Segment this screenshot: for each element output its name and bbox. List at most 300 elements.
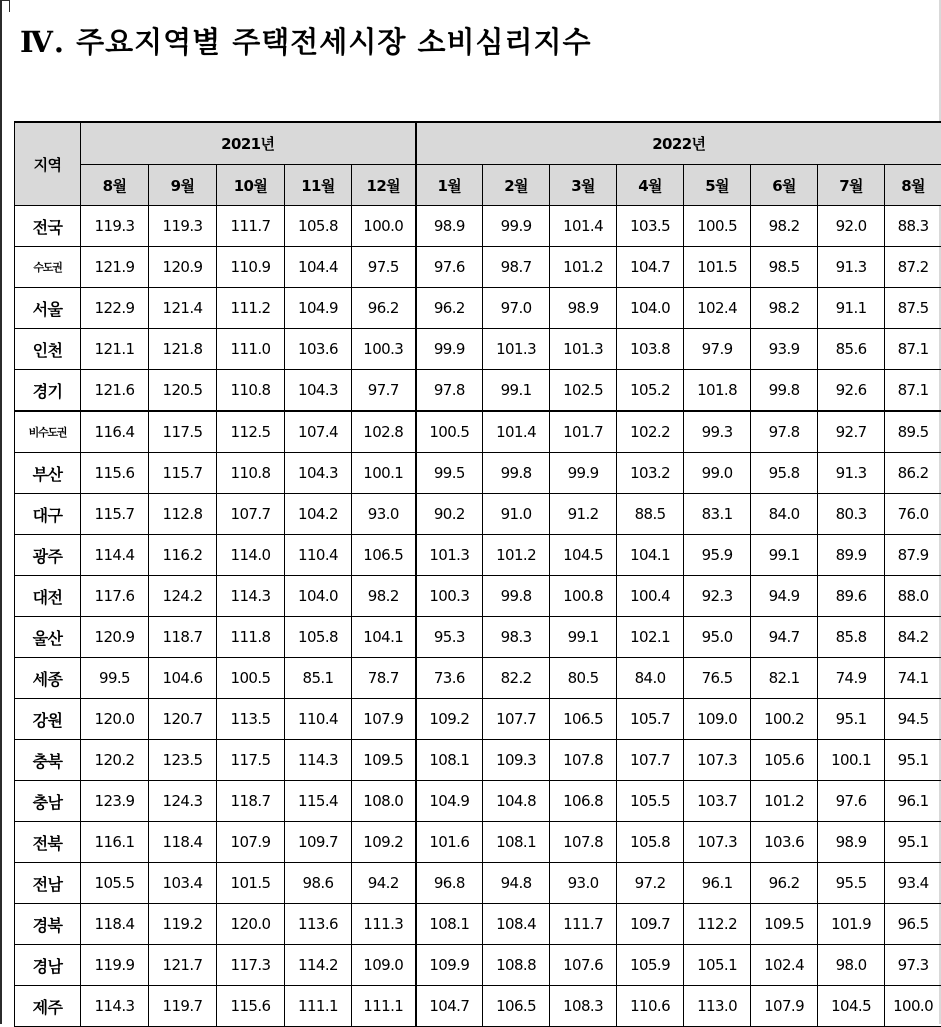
index-value-cell: 97.2	[617, 863, 684, 904]
region-label: 수도권	[15, 247, 81, 288]
index-value-cell: 111.7	[217, 206, 285, 247]
index-value-cell: 107.8	[550, 740, 617, 781]
year-header-row	[15, 122, 941, 165]
index-value-cell: 97.0	[483, 288, 550, 329]
month-header: 4월	[617, 165, 684, 206]
index-value-cell: 97.5	[352, 247, 416, 288]
region-label: 대전	[15, 576, 81, 617]
month-header: 6월	[751, 165, 818, 206]
index-value-cell: 98.9	[818, 822, 885, 863]
index-value-cell: 101.8	[684, 370, 751, 412]
index-value-cell: 100.1	[818, 740, 885, 781]
table-row	[15, 576, 941, 617]
index-value-cell: 114.3	[81, 986, 149, 1027]
index-value-cell: 105.5	[81, 863, 149, 904]
index-value-cell: 95.9	[684, 535, 751, 576]
index-value-cell: 98.5	[751, 247, 818, 288]
index-value-cell: 120.7	[149, 699, 217, 740]
index-value-cell: 94.9	[751, 576, 818, 617]
index-value-cell: 109.3	[483, 740, 550, 781]
index-value-cell: 121.4	[149, 288, 217, 329]
index-value-cell: 107.6	[550, 945, 617, 986]
index-value-cell: 99.5	[81, 658, 149, 699]
index-value-cell: 108.4	[483, 904, 550, 945]
index-value-cell: 83.1	[684, 494, 751, 535]
index-value-cell: 101.6	[416, 822, 483, 863]
index-value-cell: 97.8	[751, 411, 818, 453]
index-value-cell: 82.1	[751, 658, 818, 699]
index-value-cell: 97.6	[818, 781, 885, 822]
index-value-cell: 99.8	[483, 576, 550, 617]
index-value-cell: 99.0	[684, 453, 751, 494]
index-value-cell: 106.5	[550, 699, 617, 740]
index-value-cell: 97.7	[352, 370, 416, 412]
index-value-cell: 109.5	[352, 740, 416, 781]
index-value-cell: 121.9	[81, 247, 149, 288]
month-header: 8월	[81, 165, 149, 206]
index-value-cell: 93.0	[550, 863, 617, 904]
page-corner-mark	[9, 0, 10, 12]
index-value-cell: 104.5	[550, 535, 617, 576]
table-row	[15, 740, 941, 781]
region-column-header: 지역	[15, 122, 81, 206]
index-value-cell: 105.7	[617, 699, 684, 740]
index-value-cell: 105.5	[617, 781, 684, 822]
index-value-cell: 98.7	[483, 247, 550, 288]
index-value-cell: 124.2	[149, 576, 217, 617]
index-value-cell: 114.2	[285, 945, 352, 986]
index-value-cell: 111.8	[217, 617, 285, 658]
index-value-cell: 99.9	[483, 206, 550, 247]
index-value-cell: 97.9	[684, 329, 751, 370]
index-value-cell: 93.9	[751, 329, 818, 370]
index-value-cell: 96.5	[885, 904, 941, 945]
index-value-cell: 101.4	[550, 206, 617, 247]
index-value-cell: 104.0	[617, 288, 684, 329]
index-value-cell: 108.1	[416, 904, 483, 945]
region-label: 전북	[15, 822, 81, 863]
index-value-cell: 109.2	[416, 699, 483, 740]
table-row	[15, 535, 941, 576]
index-value-cell: 105.2	[617, 370, 684, 412]
index-value-cell: 118.4	[81, 904, 149, 945]
index-value-cell: 119.9	[81, 945, 149, 986]
index-value-cell: 94.7	[751, 617, 818, 658]
table-row	[15, 904, 941, 945]
index-value-cell: 90.2	[416, 494, 483, 535]
index-value-cell: 119.2	[149, 904, 217, 945]
index-value-cell: 101.3	[483, 329, 550, 370]
index-value-cell: 109.0	[684, 699, 751, 740]
month-header: 5월	[684, 165, 751, 206]
index-value-cell: 108.8	[483, 945, 550, 986]
index-value-cell: 103.8	[617, 329, 684, 370]
index-value-cell: 101.5	[217, 863, 285, 904]
index-value-cell: 116.2	[149, 535, 217, 576]
index-value-cell: 101.4	[483, 411, 550, 453]
table-body	[15, 206, 941, 1027]
index-value-cell: 98.2	[751, 288, 818, 329]
index-value-cell: 104.9	[416, 781, 483, 822]
index-value-cell: 107.8	[550, 822, 617, 863]
index-value-cell: 101.2	[483, 535, 550, 576]
page-title: Ⅳ. 주요지역별 주택전세시장 소비심리지수	[20, 20, 592, 61]
index-value-cell: 102.5	[550, 370, 617, 412]
index-value-cell: 94.5	[885, 699, 941, 740]
index-value-cell: 124.3	[149, 781, 217, 822]
month-header: 9월	[149, 165, 217, 206]
index-value-cell: 111.3	[352, 904, 416, 945]
month-header: 11월	[285, 165, 352, 206]
table-row	[15, 329, 941, 370]
index-value-cell: 118.7	[217, 781, 285, 822]
index-value-cell: 98.2	[751, 206, 818, 247]
table-row	[15, 699, 941, 740]
index-value-cell: 97.3	[885, 945, 941, 986]
index-value-cell: 116.1	[81, 822, 149, 863]
index-value-cell: 95.0	[684, 617, 751, 658]
index-value-cell: 120.9	[81, 617, 149, 658]
index-value-cell: 120.0	[81, 699, 149, 740]
month-header: 2월	[483, 165, 550, 206]
index-value-cell: 121.6	[81, 370, 149, 412]
table-row	[15, 494, 941, 535]
index-value-cell: 95.5	[818, 863, 885, 904]
month-header: 10월	[217, 165, 285, 206]
index-value-cell: 114.3	[217, 576, 285, 617]
index-value-cell: 104.1	[352, 617, 416, 658]
index-value-cell: 115.6	[81, 453, 149, 494]
index-value-cell: 89.5	[885, 411, 941, 453]
index-value-cell: 107.7	[483, 699, 550, 740]
index-value-cell: 74.9	[818, 658, 885, 699]
index-value-cell: 99.1	[550, 617, 617, 658]
index-value-cell: 100.1	[352, 453, 416, 494]
index-value-cell: 95.3	[416, 617, 483, 658]
index-value-cell: 123.9	[81, 781, 149, 822]
index-value-cell: 106.5	[483, 986, 550, 1027]
index-value-cell: 101.7	[550, 411, 617, 453]
index-value-cell: 105.1	[684, 945, 751, 986]
index-value-cell: 114.4	[81, 535, 149, 576]
index-value-cell: 122.9	[81, 288, 149, 329]
index-value-cell: 87.2	[885, 247, 941, 288]
index-value-cell: 105.8	[617, 822, 684, 863]
region-label: 광주	[15, 535, 81, 576]
table-row	[15, 658, 941, 699]
region-label: 울산	[15, 617, 81, 658]
index-value-cell: 101.3	[416, 535, 483, 576]
index-value-cell: 102.1	[617, 617, 684, 658]
index-value-cell: 103.7	[684, 781, 751, 822]
index-value-cell: 76.5	[684, 658, 751, 699]
index-value-cell: 113.0	[684, 986, 751, 1027]
index-value-cell: 88.5	[617, 494, 684, 535]
index-value-cell: 104.1	[617, 535, 684, 576]
month-header: 8월	[885, 165, 941, 206]
index-value-cell: 98.3	[483, 617, 550, 658]
index-value-cell: 102.4	[751, 945, 818, 986]
index-value-cell: 98.2	[352, 576, 416, 617]
index-value-cell: 101.5	[684, 247, 751, 288]
index-value-cell: 115.7	[149, 453, 217, 494]
index-value-cell: 96.1	[684, 863, 751, 904]
index-value-cell: 115.4	[285, 781, 352, 822]
index-value-cell: 100.3	[416, 576, 483, 617]
index-value-cell: 105.9	[617, 945, 684, 986]
month-header: 12월	[352, 165, 416, 206]
index-value-cell: 110.4	[285, 699, 352, 740]
index-value-cell: 107.9	[352, 699, 416, 740]
index-value-cell: 97.6	[416, 247, 483, 288]
index-value-cell: 101.3	[550, 329, 617, 370]
index-value-cell: 91.2	[550, 494, 617, 535]
index-value-cell: 115.6	[217, 986, 285, 1027]
region-label: 강원	[15, 699, 81, 740]
index-value-cell: 95.1	[818, 699, 885, 740]
table-row	[15, 370, 941, 412]
month-header: 7월	[818, 165, 885, 206]
index-value-cell: 120.2	[81, 740, 149, 781]
table-row	[15, 781, 941, 822]
index-value-cell: 78.7	[352, 658, 416, 699]
index-value-cell: 88.3	[885, 206, 941, 247]
region-label: 인천	[15, 329, 81, 370]
table-row	[15, 206, 941, 247]
page-left-border	[0, 0, 2, 1024]
index-value-cell: 117.5	[149, 411, 217, 453]
index-value-cell: 108.1	[483, 822, 550, 863]
index-value-cell: 97.8	[416, 370, 483, 412]
index-value-cell: 107.7	[617, 740, 684, 781]
index-value-cell: 95.1	[885, 740, 941, 781]
index-value-cell: 80.3	[818, 494, 885, 535]
index-value-cell: 87.9	[885, 535, 941, 576]
table-row	[15, 822, 941, 863]
index-value-cell: 117.6	[81, 576, 149, 617]
index-value-cell: 100.2	[751, 699, 818, 740]
index-value-cell: 91.1	[818, 288, 885, 329]
index-value-cell: 100.5	[416, 411, 483, 453]
index-value-cell: 111.7	[550, 904, 617, 945]
index-value-cell: 108.1	[416, 740, 483, 781]
table-row	[15, 411, 941, 453]
index-value-cell: 103.6	[285, 329, 352, 370]
index-value-cell: 104.7	[617, 247, 684, 288]
month-header-row	[15, 165, 941, 206]
index-value-cell: 114.3	[285, 740, 352, 781]
index-value-cell: 94.2	[352, 863, 416, 904]
month-header: 1월	[416, 165, 483, 206]
index-value-cell: 102.8	[352, 411, 416, 453]
region-label: 전남	[15, 863, 81, 904]
index-value-cell: 98.9	[416, 206, 483, 247]
index-value-cell: 100.8	[550, 576, 617, 617]
index-value-cell: 116.4	[81, 411, 149, 453]
index-value-cell: 105.8	[285, 617, 352, 658]
index-value-cell: 107.4	[285, 411, 352, 453]
index-value-cell: 120.5	[149, 370, 217, 412]
index-value-cell: 104.6	[149, 658, 217, 699]
index-value-cell: 96.2	[416, 288, 483, 329]
index-value-cell: 105.8	[285, 206, 352, 247]
index-value-cell: 111.0	[217, 329, 285, 370]
index-value-cell: 110.6	[617, 986, 684, 1027]
index-value-cell: 95.1	[885, 822, 941, 863]
index-value-cell: 102.4	[684, 288, 751, 329]
index-value-cell: 92.6	[818, 370, 885, 412]
index-value-cell: 107.3	[684, 822, 751, 863]
index-value-cell: 87.5	[885, 288, 941, 329]
index-value-cell: 110.4	[285, 535, 352, 576]
index-value-cell: 121.7	[149, 945, 217, 986]
index-value-cell: 92.7	[818, 411, 885, 453]
index-value-cell: 104.4	[285, 247, 352, 288]
region-label: 충남	[15, 781, 81, 822]
region-label: 전국	[15, 206, 81, 247]
index-value-cell: 96.2	[352, 288, 416, 329]
index-value-cell: 111.2	[217, 288, 285, 329]
index-value-cell: 103.5	[617, 206, 684, 247]
table-row	[15, 863, 941, 904]
index-value-cell: 110.8	[217, 453, 285, 494]
index-value-cell: 119.3	[149, 206, 217, 247]
index-value-cell: 113.5	[217, 699, 285, 740]
index-value-cell: 88.0	[885, 576, 941, 617]
table-row	[15, 617, 941, 658]
index-value-cell: 112.2	[684, 904, 751, 945]
index-value-cell: 112.8	[149, 494, 217, 535]
index-value-cell: 80.5	[550, 658, 617, 699]
region-label: 제주	[15, 986, 81, 1027]
index-value-cell: 100.0	[885, 986, 941, 1027]
index-value-cell: 76.0	[885, 494, 941, 535]
index-value-cell: 107.9	[751, 986, 818, 1027]
index-value-cell: 109.2	[352, 822, 416, 863]
table-row	[15, 288, 941, 329]
index-value-cell: 104.2	[285, 494, 352, 535]
region-label: 경남	[15, 945, 81, 986]
index-value-cell: 104.9	[285, 288, 352, 329]
index-value-cell: 96.8	[416, 863, 483, 904]
region-label: 경기	[15, 370, 81, 412]
index-value-cell: 109.7	[617, 904, 684, 945]
index-value-cell: 102.2	[617, 411, 684, 453]
index-value-cell: 89.6	[818, 576, 885, 617]
index-value-cell: 111.1	[352, 986, 416, 1027]
index-value-cell: 99.1	[751, 535, 818, 576]
index-value-cell: 93.4	[885, 863, 941, 904]
table-row	[15, 453, 941, 494]
table-row	[15, 945, 941, 986]
index-value-cell: 100.0	[352, 206, 416, 247]
index-value-cell: 105.6	[751, 740, 818, 781]
index-value-cell: 89.9	[818, 535, 885, 576]
index-value-cell: 85.8	[818, 617, 885, 658]
index-value-cell: 108.3	[550, 986, 617, 1027]
index-value-cell: 108.0	[352, 781, 416, 822]
index-value-cell: 104.3	[285, 370, 352, 412]
region-label: 비수도권	[15, 411, 81, 453]
index-value-cell: 99.8	[751, 370, 818, 412]
index-value-cell: 99.1	[483, 370, 550, 412]
index-value-cell: 104.3	[285, 453, 352, 494]
index-value-cell: 119.7	[149, 986, 217, 1027]
index-value-cell: 123.5	[149, 740, 217, 781]
region-label: 부산	[15, 453, 81, 494]
index-value-cell: 118.4	[149, 822, 217, 863]
index-value-cell: 96.1	[885, 781, 941, 822]
region-label: 충북	[15, 740, 81, 781]
index-value-cell: 100.4	[617, 576, 684, 617]
index-value-cell: 112.5	[217, 411, 285, 453]
index-value-cell: 93.0	[352, 494, 416, 535]
index-value-cell: 115.7	[81, 494, 149, 535]
index-value-cell: 103.4	[149, 863, 217, 904]
index-value-cell: 106.8	[550, 781, 617, 822]
index-value-cell: 100.5	[217, 658, 285, 699]
index-value-cell: 104.5	[818, 986, 885, 1027]
index-value-cell: 87.1	[885, 329, 941, 370]
year-header-2022: 2022년	[416, 122, 941, 165]
region-label: 대구	[15, 494, 81, 535]
index-value-cell: 121.8	[149, 329, 217, 370]
index-value-cell: 109.0	[352, 945, 416, 986]
index-value-cell: 92.0	[818, 206, 885, 247]
index-value-cell: 117.5	[217, 740, 285, 781]
index-value-cell: 114.0	[217, 535, 285, 576]
index-value-cell: 121.1	[81, 329, 149, 370]
index-value-cell: 98.0	[818, 945, 885, 986]
index-value-cell: 119.3	[81, 206, 149, 247]
index-value-cell: 98.6	[285, 863, 352, 904]
index-value-cell: 100.5	[684, 206, 751, 247]
index-value-cell: 84.0	[617, 658, 684, 699]
index-value-cell: 94.8	[483, 863, 550, 904]
index-value-cell: 117.3	[217, 945, 285, 986]
index-value-cell: 84.0	[751, 494, 818, 535]
index-value-cell: 120.9	[149, 247, 217, 288]
index-value-cell: 104.0	[285, 576, 352, 617]
index-value-cell: 109.7	[285, 822, 352, 863]
index-value-cell: 85.6	[818, 329, 885, 370]
index-value-cell: 104.8	[483, 781, 550, 822]
index-value-cell: 87.1	[885, 370, 941, 412]
index-value-cell: 107.7	[217, 494, 285, 535]
index-value-cell: 82.2	[483, 658, 550, 699]
index-value-cell: 111.1	[285, 986, 352, 1027]
index-value-cell: 107.3	[684, 740, 751, 781]
index-value-cell: 103.6	[751, 822, 818, 863]
index-value-cell: 104.7	[416, 986, 483, 1027]
year-header-2021: 2021년	[81, 122, 416, 165]
index-value-cell: 85.1	[285, 658, 352, 699]
index-value-cell: 101.2	[751, 781, 818, 822]
index-value-cell: 84.2	[885, 617, 941, 658]
region-label: 서울	[15, 288, 81, 329]
index-value-cell: 73.6	[416, 658, 483, 699]
region-label: 세종	[15, 658, 81, 699]
index-value-cell: 91.3	[818, 453, 885, 494]
index-value-cell: 109.5	[751, 904, 818, 945]
index-value-cell: 74.1	[885, 658, 941, 699]
index-value-cell: 101.9	[818, 904, 885, 945]
index-value-cell: 103.2	[617, 453, 684, 494]
index-value-cell: 118.7	[149, 617, 217, 658]
index-value-cell: 109.9	[416, 945, 483, 986]
index-value-cell: 107.9	[217, 822, 285, 863]
index-value-cell: 95.8	[751, 453, 818, 494]
